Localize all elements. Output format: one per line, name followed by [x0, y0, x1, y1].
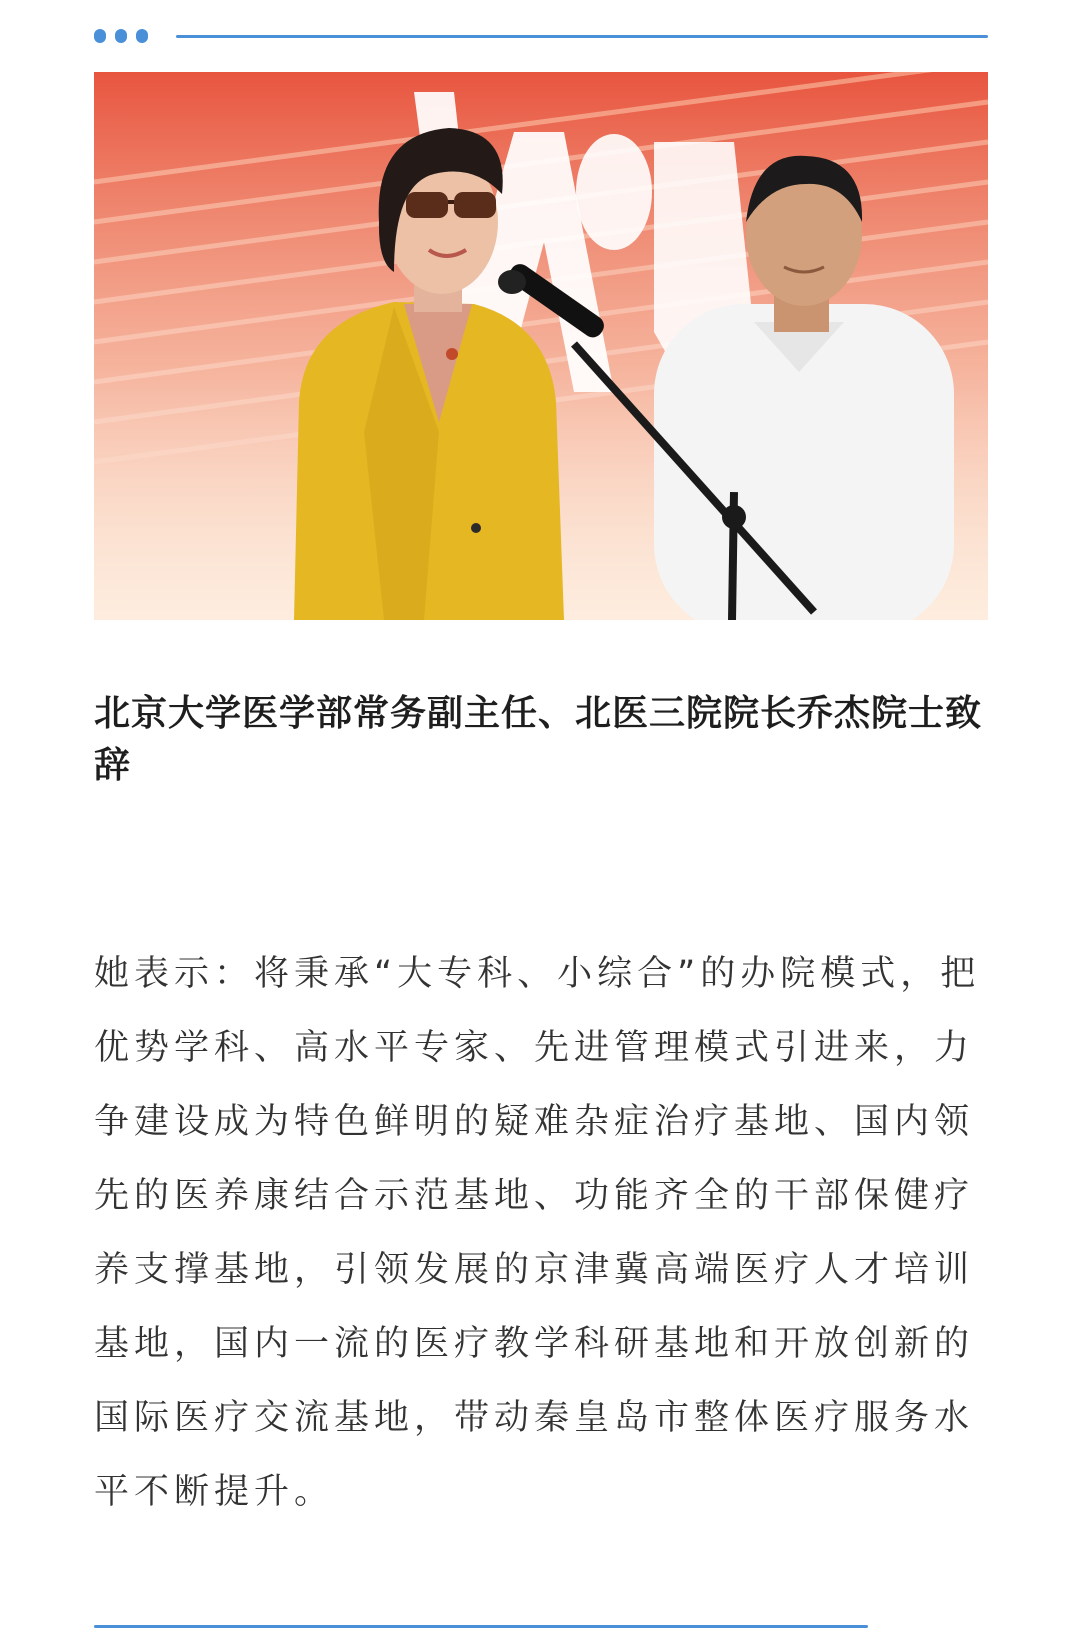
- ellipsis-dots-icon: [94, 29, 148, 43]
- dot: [136, 29, 148, 43]
- divider-line: [176, 35, 988, 38]
- article-paragraph: 她表示：将秉承“大专科、小综合”的办院模式，把优势学科、高水平专家、先进管理模式引进来，力争建设成为特色鲜明的疑难杂症治疗基地、国内领先的医养康结合示范基地、功能齐全的干部保健疗养支撑基地，引领发展的京津冀高端医疗人才培训基地，国内一流的医疗教学科研基地和开放创新的国际医疗交流基地，带动秦皇岛市整体医疗服务水平不断提升。: [94, 954, 981, 1512]
- photo-caption: 北京大学医学部常务副主任、北医三院院长乔杰院士致辞: [94, 693, 983, 786]
- dot: [94, 29, 106, 43]
- bottom-divider: [94, 1625, 868, 1628]
- dot: [115, 29, 127, 43]
- speech-photo: [94, 72, 988, 620]
- top-divider: [94, 26, 988, 46]
